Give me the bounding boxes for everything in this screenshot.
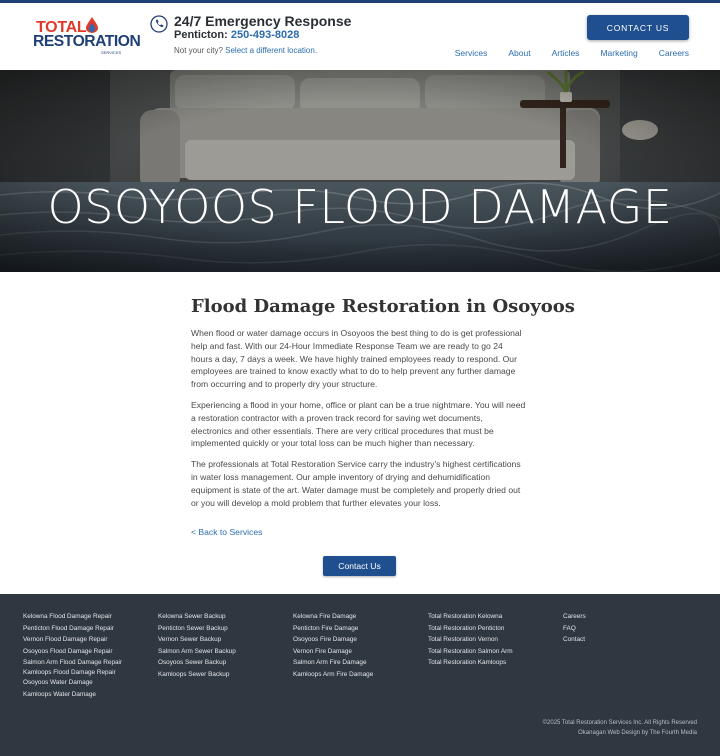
site-footer: [0, 594, 720, 756]
footer-link-contact[interactable]: Contact: [563, 636, 586, 644]
hero-banner: [0, 70, 720, 272]
footer-link[interactable]: Salmon Arm Sewer Backup: [158, 647, 236, 655]
nav-articles[interactable]: Articles: [551, 48, 580, 58]
footer-col-flood: [23, 611, 122, 701]
footer-link[interactable]: Total Restoration Salmon Arm: [428, 647, 513, 655]
company-logo[interactable]: [33, 19, 141, 59]
page-heading: Flood Damage Restoration in Osoyoos: [191, 296, 575, 317]
paragraph-3: The professionals at Total Restoration Service carry the industry's highest certifications in water loss management. Our ample inventory of drying and dehumidification equipment is state of the art. Water damage must be completely and properly dried out or you will develop a mold problem that further elevates your loss.: [191, 459, 521, 508]
footer-link[interactable]: Kamloops Flood Damage Repair: [23, 668, 116, 676]
logo-line1: TOTAL: [36, 19, 87, 36]
footer-link[interactable]: Penticton Fire Damage: [293, 624, 359, 632]
footer-link[interactable]: Osoyoos Fire Damage: [293, 636, 357, 644]
paragraph-2: Experiencing a flood in your home, office or plant can be a true nightmare. You will need a restoration contractor with a proven track record for saving wet documents, electronics and other essentials. There are very critical procedures that must be implemented quickly or your total loss can be much higher than necessary.: [191, 399, 526, 449]
footer-link[interactable]: Kelowna Sewer Backup: [158, 613, 226, 620]
footer-link[interactable]: Total Restoration Vernon: [428, 636, 498, 644]
footer-link-careers[interactable]: Careers: [563, 613, 586, 620]
footer-link[interactable]: Osoyoos Flood Damage Repair: [23, 647, 113, 655]
footer-link[interactable]: Total Restoration Kelowna: [428, 613, 503, 620]
footer-link[interactable]: Salmon Arm Flood Damage Repair: [23, 659, 123, 667]
footer-copyright: [543, 719, 697, 738]
city-phone-line: [174, 29, 299, 41]
footer-col-locations: [428, 611, 513, 669]
nav-marketing[interactable]: Marketing: [600, 48, 638, 58]
footer-link[interactable]: Vernon Sewer Backup: [158, 636, 222, 644]
main-content: [191, 296, 575, 517]
footer-link[interactable]: Penticton Sewer Backup: [158, 624, 228, 632]
site-header: [0, 3, 720, 70]
flame-drop-icon: [86, 17, 98, 33]
phone-icon: [150, 15, 168, 33]
footer-link[interactable]: Penticton Flood Damage Repair: [23, 624, 114, 632]
main-nav: [455, 48, 689, 58]
paragraph-1: When flood or water damage occurs in Osoyoos the best thing to do is get professional help and fast. With our 24-Hour Immediate Response Team we are ready to go 24 hours a day, 7 days a week. We have highly trained employees ready to respond. Our employees are trained to know exactly what to do to help prevent any further damage from occurring and to properly dry your structure.: [191, 328, 522, 390]
logo-line2: RESTORATION: [33, 33, 141, 50]
footer-link[interactable]: Salmon Arm Fire Damage: [293, 659, 367, 667]
footer-link-faq[interactable]: FAQ: [563, 624, 576, 632]
footer-link[interactable]: Kamloops Water Damage: [23, 691, 96, 699]
logo-line3: SERVICES: [101, 50, 122, 55]
footer-col-fire: [293, 611, 373, 681]
footer-link[interactable]: Kelowna Flood Damage Repair: [23, 613, 112, 620]
back-to-services-link[interactable]: < Back to Services: [191, 527, 263, 537]
footer-link[interactable]: Kamloops Arm Fire Damage: [293, 670, 374, 678]
nav-about[interactable]: About: [508, 48, 531, 58]
footer-link[interactable]: Kelowna Fire Damage: [293, 613, 357, 620]
city-label: Penticton:: [174, 29, 228, 41]
flooded-room-image: [0, 70, 720, 272]
footer-link[interactable]: Osoyoos Water Damage: [23, 679, 93, 687]
credit-link[interactable]: Okanagan Web Design by The Fourth Media: [578, 729, 697, 736]
phone-number-link[interactable]: 250-493-8028: [230, 29, 300, 41]
not-city-text: Not your city?: [174, 46, 223, 55]
nav-careers[interactable]: Careers: [658, 48, 689, 58]
emergency-title: 24/7 Emergency Response: [174, 13, 352, 29]
contact-us-content-button[interactable]: Contact Us: [323, 556, 396, 576]
footer-link[interactable]: Vernon Flood Damage Repair: [23, 636, 108, 644]
footer-link[interactable]: Total Restoration Kamloops: [428, 659, 507, 667]
footer-col-sewer: [158, 611, 236, 681]
footer-link[interactable]: Osoyoos Sewer Backup: [158, 659, 227, 667]
footer-col-company: [563, 611, 586, 646]
copyright-text: ©2025 Total Restoration Services Inc. All Rights Reserved: [542, 720, 697, 726]
footer-link[interactable]: Kamloops Sewer Backup: [158, 670, 230, 678]
nav-services[interactable]: Services: [454, 48, 488, 58]
hero-title: OSOYOOS FLOOD DAMAGE: [47, 180, 673, 234]
location-selector: [174, 46, 317, 55]
footer-link[interactable]: Total Restoration Penticton: [428, 624, 505, 632]
footer-link[interactable]: Vernon Fire Damage: [293, 647, 352, 655]
contact-us-button[interactable]: CONTACT US: [587, 15, 689, 40]
select-location-link[interactable]: Select a different location.: [225, 46, 318, 55]
